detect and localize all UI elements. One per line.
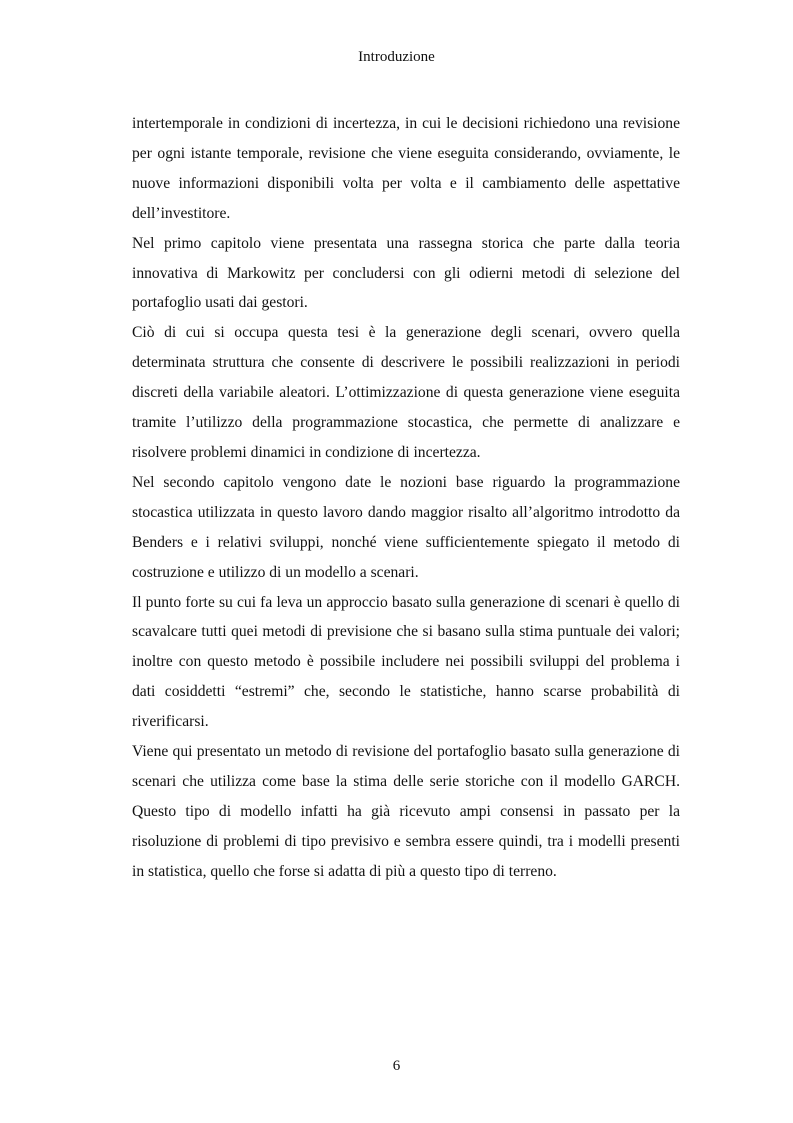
paragraph-3: Ciò di cui si occupa questa tesi è la generazione degli scenari, ovvero quella determinata struttura che consente di descrivere le possibili realizzazioni in periodi discreti della variabile aleatori. L’ottimizzazione di questa generazione viene eseguita tramite l’utilizzo della programmazione stocastica, che permette di analizzare e risolvere problemi dinamici in condizione di incertezza.: [132, 324, 680, 461]
running-header: Introduzione: [358, 49, 435, 65]
paragraph-1: intertemporale in condizioni di incertezza, in cui le decisioni richiedono una revisione per ogni istante temporale, revisione che viene eseguita considerando, ovviamente, le nuove informazioni disponibili volta per volta e il cambiamento delle aspettative dell’investitore.: [132, 115, 680, 222]
paragraph-4: Nel secondo capitolo vengono date le nozioni base riguardo la programmazione stocastica utilizzata in questo lavoro dando maggior risalto all’algoritmo introdotto da Benders e i relativi sviluppi, nonché viene sufficientemente spiegato il metodo di costruzione e utilizzo di un modello a scenari.: [132, 473, 680, 581]
paragraph-5: Il punto forte su cui fa leva un approccio basato sulla generazione di scenari è quello di scavalcare tutti quei metodi di previsione che si basano sulla stima puntuale dei valori; inoltre con questo metodo è possibile includere nei possibili sviluppi del problema i dati cosiddetti “estremi” che, secondo le statistiche, hanno scarse probabilità di riverificarsi.: [132, 593, 680, 731]
page-number: 6: [392, 1058, 401, 1074]
paragraph-2: Nel primo capitolo viene presentata una rassegna storica che parte dalla teoria innovativa di Markowitz per concludersi con gli odierni metodi di selezione del portafoglio usati dai gestori.: [132, 234, 680, 312]
body-text: [132, 109, 680, 887]
paragraph-6: Viene qui presentato un metodo di revisione del portafoglio basato sulla generazione di scenari che utilizza come base la stima delle serie storiche con il modello GARCH. Questo tipo di modello infatti ha già ricevuto ampi consensi in passato per la risoluzione di problemi di tipo previsivo e sembra essere quindi, tra i modelli presenti in statistica, quello che forse si adatta di più a questo tipo di terreno.: [132, 743, 680, 880]
